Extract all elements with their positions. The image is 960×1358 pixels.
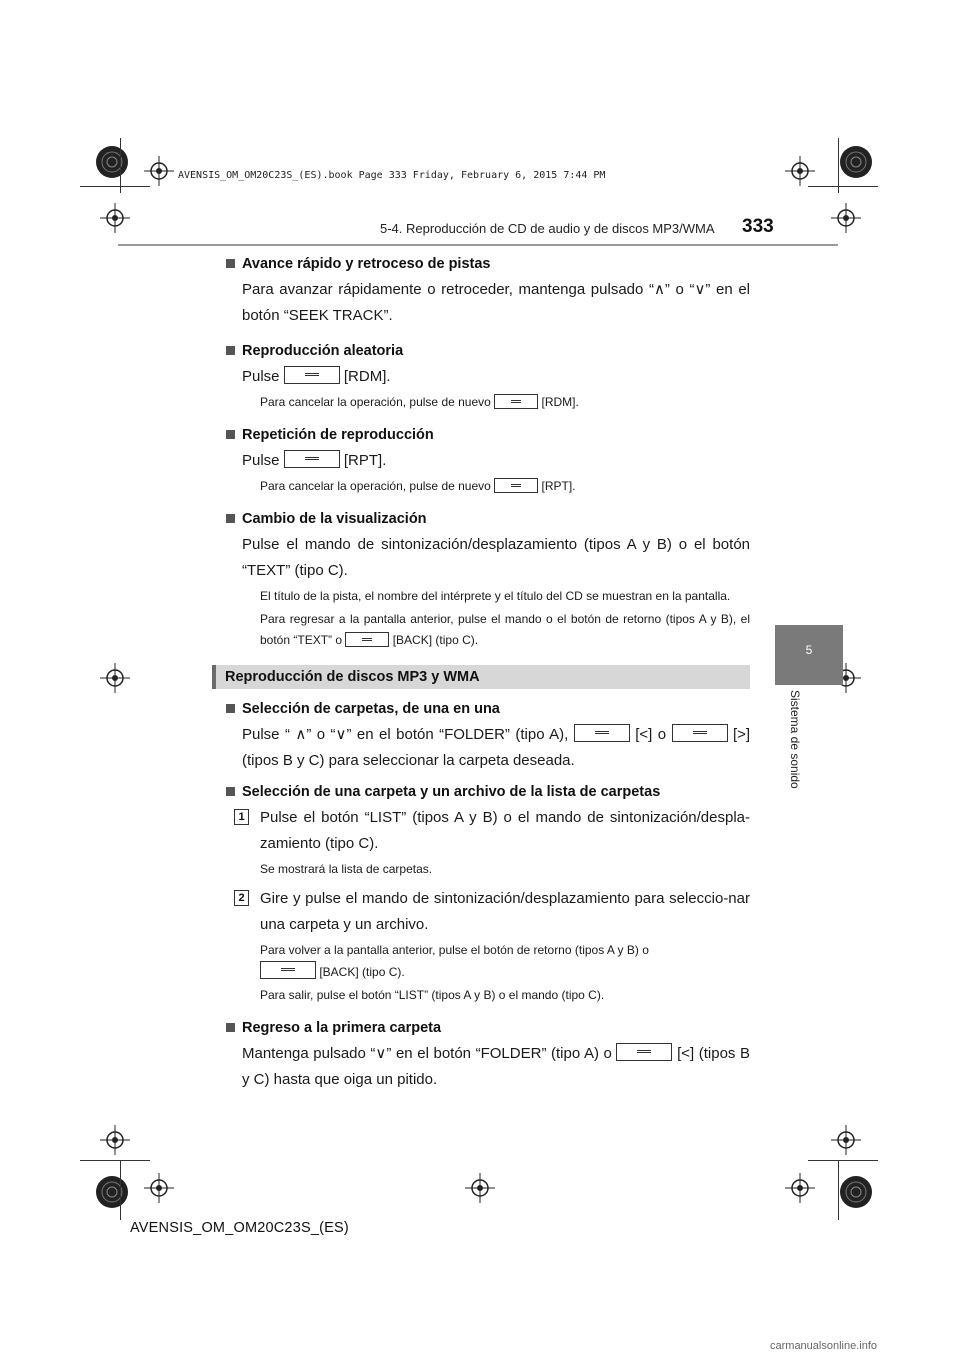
- chapter-number: 5: [805, 643, 813, 657]
- page-number: 333: [742, 216, 774, 237]
- crop-line: [838, 138, 839, 193]
- watermark: carmanualsonline.info: [770, 1340, 878, 1352]
- preset-button-icon: [284, 366, 340, 384]
- note: Para regresar a la pantalla anterior, pulse el mando o el botón de retorno (tipos A y B), el botón “TEXT” o [BACK] (tipo C).: [260, 612, 750, 647]
- note: El título de la pista, el nombre del intérprete y el título del CD se muestran en la pantalla.: [260, 589, 731, 603]
- crosshair-mark: [144, 1173, 174, 1203]
- chapter-tab: [775, 625, 843, 685]
- heading-first-folder: Regreso a la primera carpeta: [222, 1018, 750, 1038]
- preset-button-icon: [672, 724, 728, 742]
- paragraph: Pulse [RPT].: [242, 452, 387, 469]
- square-bullet-icon: [226, 259, 235, 268]
- heading-random-playback: Reproducción aleatoria: [222, 341, 750, 361]
- heading-folder-list: Selección de una carpeta y un archivo de la lista de carpetas: [222, 782, 750, 802]
- note: Para volver a la pantalla anterior, pulse el botón de retorno (tipos A y B) o [BACK] (tipo C).: [260, 943, 649, 979]
- crop-line: [80, 1160, 150, 1161]
- note: Para cancelar la operación, pulse de nuevo [RDM].: [260, 395, 579, 409]
- section-title-mp3-wma: Reproducción de discos MP3 y WMA: [212, 665, 750, 689]
- crosshair-mark: [465, 1173, 495, 1203]
- crosshair-mark: [144, 156, 174, 186]
- chapter-label: Sistema de sonido: [788, 690, 802, 789]
- registration-mark-top-left: [94, 144, 130, 180]
- square-bullet-icon: [226, 1023, 235, 1032]
- paragraph: Pulse [RDM].: [242, 368, 391, 385]
- heading-repeat-playback: Repetición de reproducción: [222, 425, 750, 445]
- square-bullet-icon: [226, 514, 235, 523]
- note: Para cancelar la operación, pulse de nuevo [RPT].: [260, 479, 576, 493]
- note: Para salir, pulse el botón “LIST” (tipos A y B) o el mando (tipo C).: [260, 988, 605, 1002]
- note: Se mostrará la lista de carpetas.: [260, 862, 433, 876]
- step-number: 2: [234, 890, 249, 906]
- crosshair-mark: [100, 663, 130, 693]
- preset-button-icon: [345, 632, 389, 647]
- preset-button-icon: [494, 478, 538, 493]
- document-code: AVENSIS_OM_OM20C23S_(ES): [130, 1220, 349, 1236]
- heading-folder-select: Selección de carpetas, de una en una: [222, 699, 750, 719]
- paragraph: Pulse el mando de sintonización/desplazamiento (tipos A y B) o el botón “TEXT” (tipo C).: [242, 536, 750, 579]
- crop-line: [80, 186, 150, 187]
- crop-line: [120, 138, 121, 193]
- heading-fast-forward: Avance rápido y retroceso de pistas: [222, 254, 750, 274]
- registration-mark-bottom-right: [838, 1174, 874, 1210]
- crosshair-mark: [100, 203, 130, 233]
- paragraph: Mantenga pulsado “∨” en el botón “FOLDER” (tipo A) o [<] (tipos B y C) hasta que oiga un pitido.: [242, 1045, 751, 1088]
- step-number: 1: [234, 809, 249, 825]
- crosshair-mark: [785, 1173, 815, 1203]
- preset-button-icon: [284, 450, 340, 468]
- paragraph: Pulse el botón “LIST” (tipos A y B) o el mando de sintonización/despla-zamiento (tipo C).: [260, 809, 750, 852]
- step-2: [222, 886, 750, 1006]
- preset-button-icon: [574, 724, 630, 742]
- header-rule: [118, 244, 838, 246]
- square-bullet-icon: [226, 787, 235, 796]
- paragraph: Para avanzar rápidamente o retroceder, mantenga pulsado “∧” o “∨” en el botón “SEEK TRACK”.: [242, 281, 750, 324]
- main-content: [222, 254, 750, 1093]
- paragraph: Pulse “ ∧” o “∨” en el botón “FOLDER” (tipo A), [<] o [>] (tipos B y C) para seleccionar la carpeta deseada.: [242, 726, 751, 769]
- preset-button-icon: [494, 394, 538, 409]
- crosshair-mark: [831, 203, 861, 233]
- crosshair-mark: [100, 1125, 130, 1155]
- step-1: [222, 805, 750, 880]
- crosshair-mark: [831, 1125, 861, 1155]
- crop-line: [838, 1160, 839, 1220]
- registration-mark-bottom-left: [94, 1174, 130, 1210]
- square-bullet-icon: [226, 430, 235, 439]
- heading-change-display: Cambio de la visualización: [222, 509, 750, 529]
- crosshair-mark: [785, 156, 815, 186]
- crop-line: [120, 1160, 121, 1220]
- registration-mark-top-right: [838, 144, 874, 180]
- square-bullet-icon: [226, 346, 235, 355]
- print-info: AVENSIS_OM_OM20C23S_(ES).book Page 333 Friday, February 6, 2015 7:44 PM: [178, 170, 606, 181]
- header-title: 5-4. Reproducción de CD de audio y de discos MP3/WMA: [380, 221, 715, 236]
- preset-button-icon: [260, 961, 316, 979]
- square-bullet-icon: [226, 704, 235, 713]
- preset-button-icon: [616, 1043, 672, 1061]
- crop-line: [808, 1160, 878, 1161]
- paragraph: Gire y pulse el mando de sintonización/desplazamiento para seleccio-nar una carpeta y un archivo.: [260, 890, 750, 933]
- crop-line: [808, 186, 878, 187]
